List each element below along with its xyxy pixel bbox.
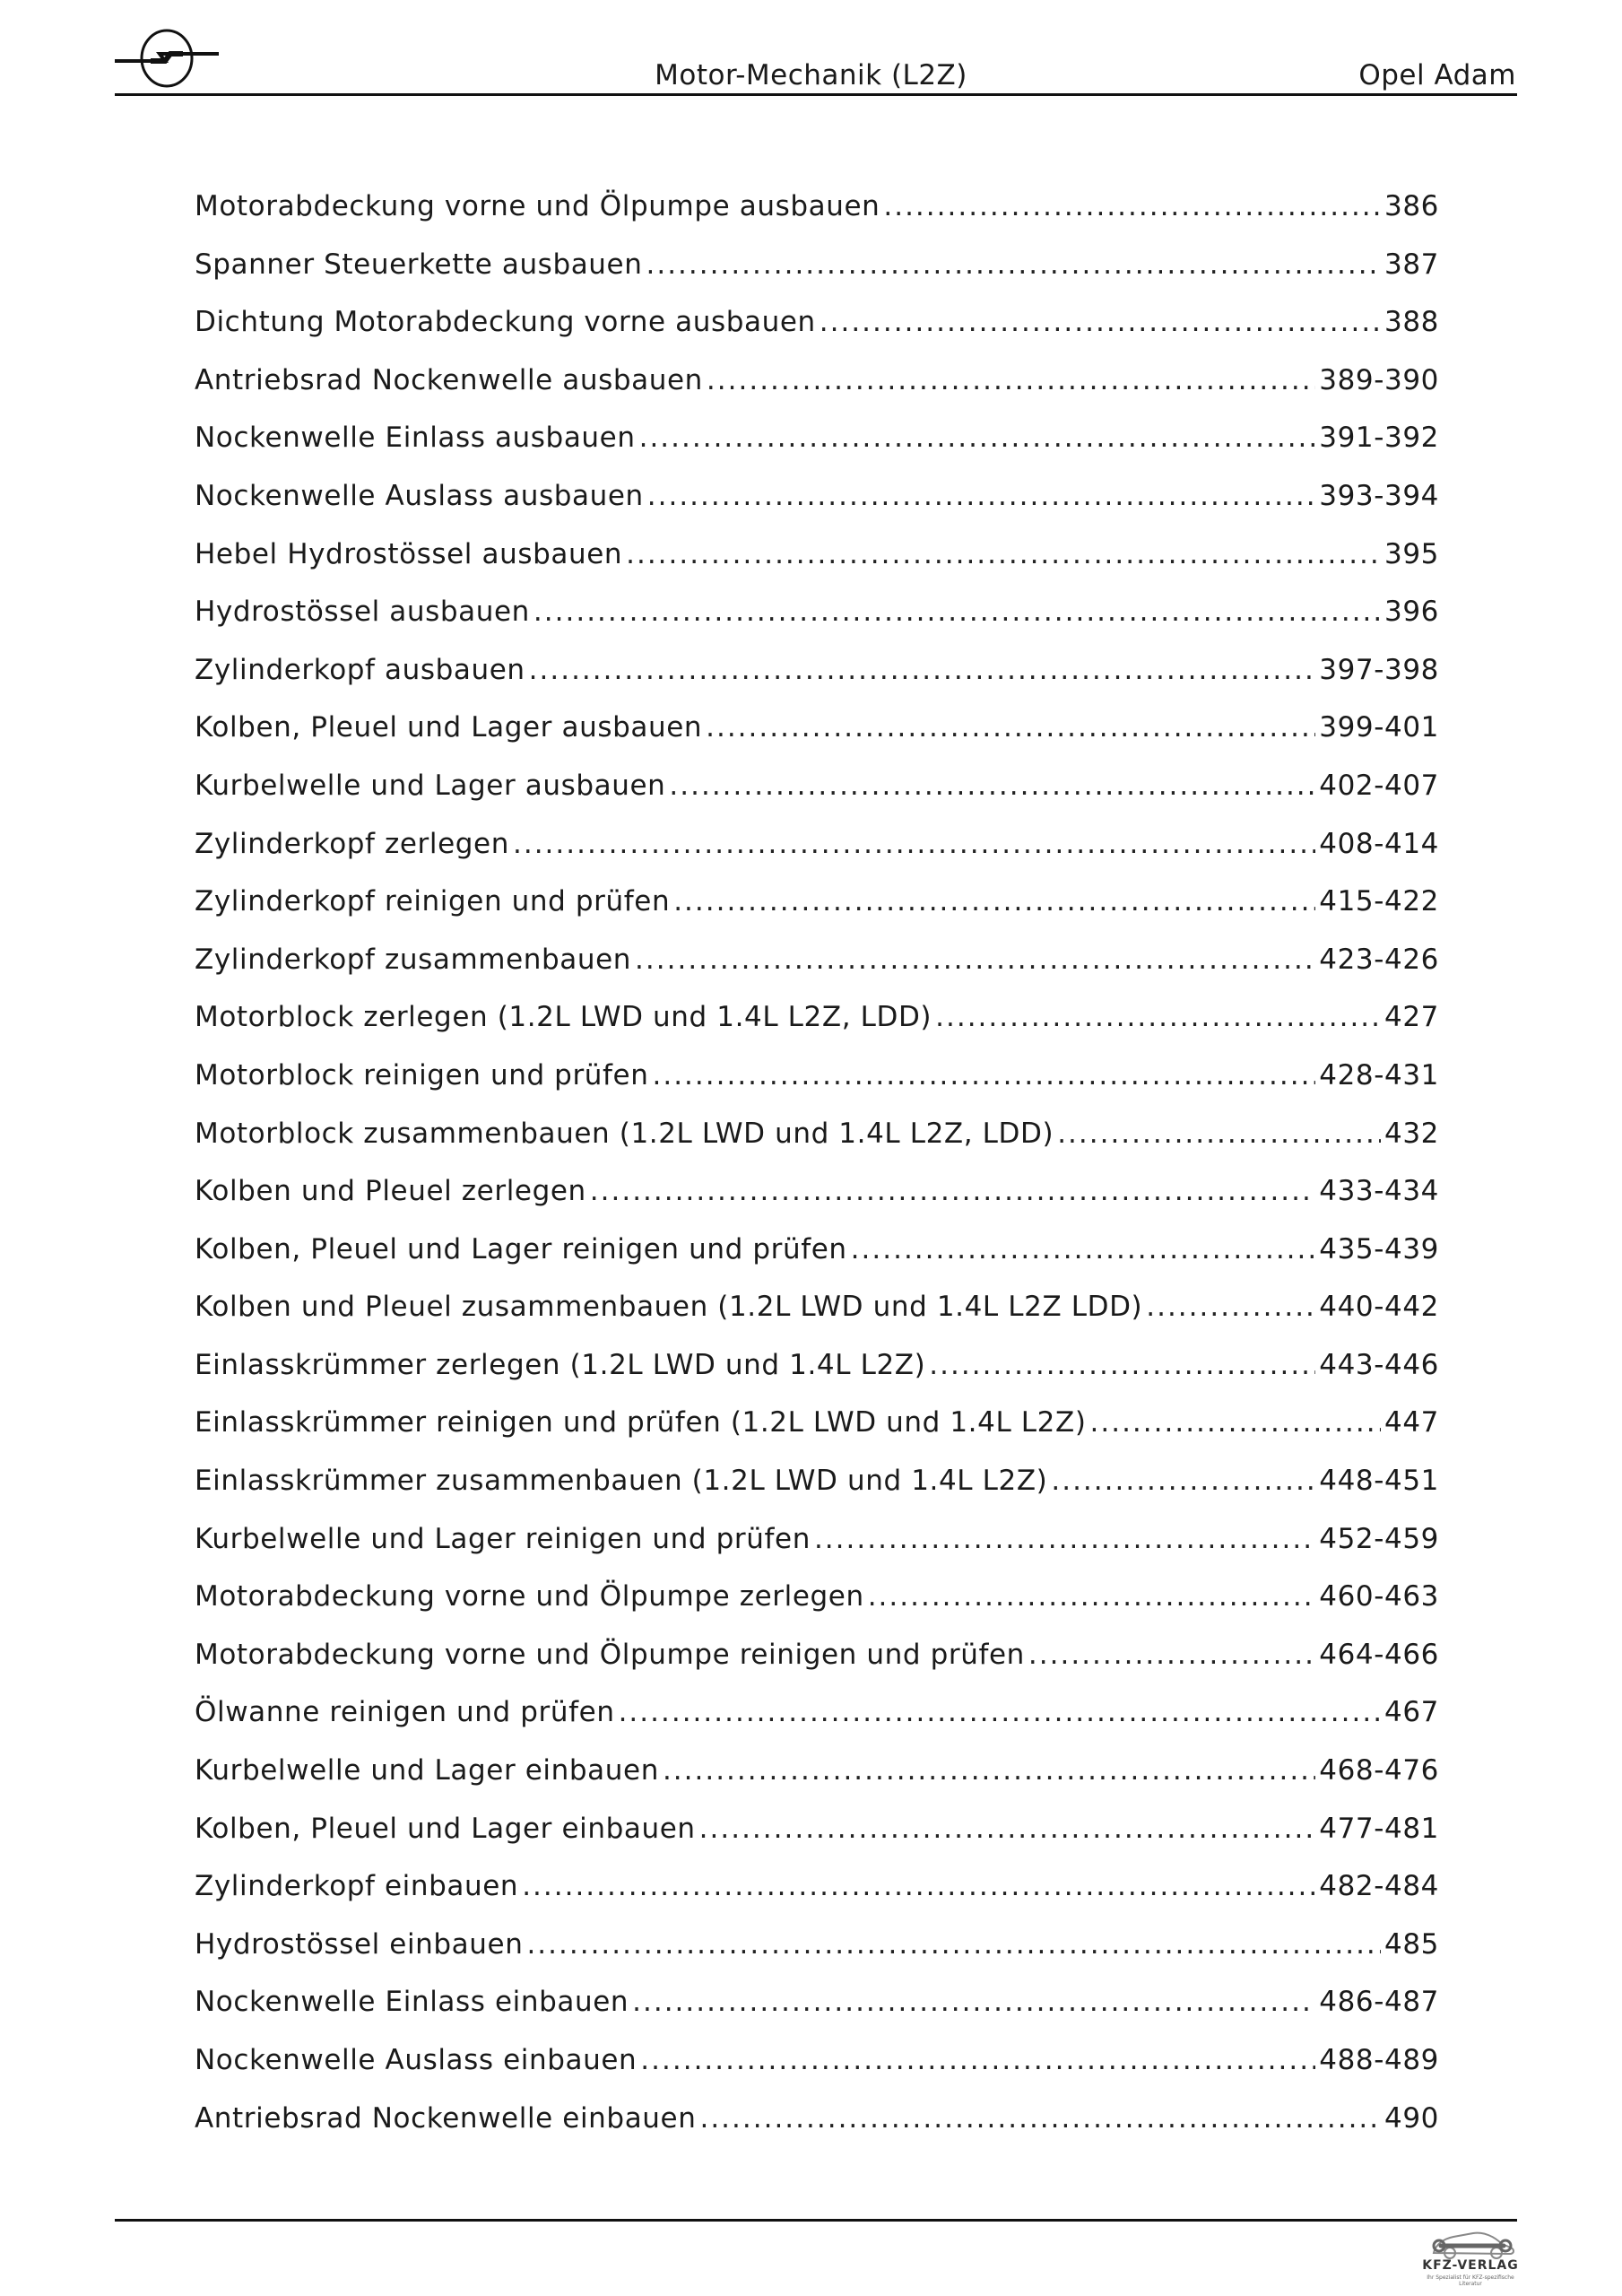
toc-entry-page: 396 <box>1384 596 1439 629</box>
toc-entry[interactable] <box>195 1175 1439 1233</box>
toc-dot-leader <box>663 1754 1315 1787</box>
toc-entry-title: Nockenwelle Einlass einbauen <box>195 1986 629 2019</box>
toc-dot-leader <box>814 1523 1315 1555</box>
toc-dot-leader <box>673 885 1315 918</box>
toc-dot-leader <box>883 190 1381 222</box>
toc-entry-page: 388 <box>1384 306 1439 339</box>
toc-entry-title: Hydrostössel einbauen <box>195 1927 524 1961</box>
toc-dot-leader <box>1146 1291 1315 1323</box>
toc-entry-page: 467 <box>1384 1696 1439 1729</box>
toc-entry-title: Nockenwelle Einlass ausbauen <box>195 422 636 455</box>
toc-dot-leader <box>522 1870 1315 1902</box>
toc-entry-title: Dichtung Motorabdeckung vorne ausbauen <box>195 306 816 339</box>
toc-entry-title: Nockenwelle Auslass ausbauen <box>195 479 644 512</box>
toc-dot-leader <box>533 596 1381 628</box>
toc-entry-title: Einlasskrümmer zerlegen (1.2L LWD und 1.4L L2Z) <box>195 1348 926 1381</box>
toc-entry-page: 402-407 <box>1319 769 1439 802</box>
toc-entry[interactable] <box>195 480 1439 538</box>
toc-dot-leader <box>640 2044 1315 2076</box>
toc-dot-leader <box>626 538 1381 570</box>
toc-entry[interactable] <box>195 1233 1439 1292</box>
toc-entry-page: 486-487 <box>1319 1986 1439 2019</box>
toc-entry-page: 415-422 <box>1319 885 1439 918</box>
toc-entry[interactable] <box>195 2102 1439 2161</box>
toc-entry-page: 423-426 <box>1319 943 1439 976</box>
toc-dot-leader <box>639 422 1316 454</box>
toc-entry-title: Motorabdeckung vorne und Ölpumpe reinigen und prüfen <box>195 1638 1025 1671</box>
toc-entry[interactable] <box>195 1639 1439 1697</box>
toc-entry[interactable] <box>195 1696 1439 1754</box>
toc-entry-page: 447 <box>1384 1406 1439 1439</box>
toc-entry-title: Kolben und Pleuel zerlegen <box>195 1175 586 1208</box>
toc-entry[interactable] <box>195 306 1439 364</box>
toc-entry-page: 393-394 <box>1319 479 1439 512</box>
toc-entry-page: 452-459 <box>1319 1522 1439 1555</box>
header-rule <box>115 93 1517 96</box>
toc-entry-page: 387 <box>1384 248 1439 281</box>
toc-entry[interactable] <box>195 1349 1439 1407</box>
toc-entry[interactable] <box>195 1928 1439 1987</box>
toc-dot-leader <box>513 828 1315 860</box>
toc-dot-leader <box>1028 1639 1315 1671</box>
toc-entry-page: 427 <box>1384 1001 1439 1034</box>
toc-entry-title: Motorabdeckung vorne und Ölpumpe ausbauen <box>195 190 880 222</box>
toc-entry-page: 477-481 <box>1319 1812 1439 1845</box>
toc-entry-page: 488-489 <box>1319 2044 1439 2076</box>
car-wrench-logo-icon <box>1418 2222 1523 2262</box>
toc-entry[interactable] <box>195 190 1439 248</box>
toc-dot-leader <box>652 1059 1315 1091</box>
toc-entry-page: 460-463 <box>1319 1580 1439 1613</box>
toc-entry-title: Kurbelwelle und Lager reinigen und prüfen <box>195 1522 811 1555</box>
toc-entry-title: Einlasskrümmer reinigen und prüfen (1.2L LWD und 1.4L L2Z) <box>195 1406 1087 1439</box>
toc-dot-leader <box>590 1175 1315 1207</box>
toc-entry[interactable] <box>195 596 1439 654</box>
toc-dot-leader <box>929 1349 1315 1381</box>
toc-entry[interactable] <box>195 1465 1439 1523</box>
toc-dot-leader <box>646 248 1381 281</box>
toc-entry-title: Antriebsrad Nockenwelle einbauen <box>195 2101 697 2135</box>
footer-rule <box>115 2219 1517 2222</box>
toc-entry[interactable] <box>195 1001 1439 1059</box>
toc-entry-page: 435-439 <box>1319 1232 1439 1265</box>
toc-entry[interactable] <box>195 1870 1439 1928</box>
toc-entry-title: Zylinderkopf zusammenbauen <box>195 943 632 976</box>
toc-entry-page: 464-466 <box>1319 1638 1439 1671</box>
table-of-contents <box>195 190 1439 2160</box>
toc-entry[interactable] <box>195 1754 1439 1813</box>
toc-dot-leader <box>669 770 1315 802</box>
toc-entry[interactable] <box>195 1118 1439 1176</box>
toc-entry-title: Kurbelwelle und Lager ausbauen <box>195 769 666 802</box>
toc-dot-leader <box>1057 1118 1381 1150</box>
toc-entry[interactable] <box>195 654 1439 712</box>
toc-entry[interactable] <box>195 2044 1439 2102</box>
toc-dot-leader <box>820 306 1381 338</box>
toc-entry-title: Hebel Hydrostössel ausbauen <box>195 537 623 570</box>
toc-entry-title: Kolben, Pleuel und Lager ausbauen <box>195 711 703 744</box>
toc-entry-title: Hydrostössel ausbauen <box>195 596 530 629</box>
footer-logo-subtext: Ihr Spezialist für KFZ-spezifische Literatur <box>1427 2274 1514 2287</box>
toc-dot-leader <box>635 944 1315 976</box>
toc-entry-title: Motorblock zerlegen (1.2L LWD und 1.4L L2Z, LDD) <box>195 1001 932 1034</box>
toc-entry-page: 490 <box>1384 2101 1439 2135</box>
toc-dot-leader <box>707 364 1315 396</box>
toc-entry-page: 485 <box>1384 1927 1439 1961</box>
toc-entry[interactable] <box>195 1580 1439 1639</box>
toc-entry-page: 389-390 <box>1319 363 1439 396</box>
toc-dot-leader <box>526 1928 1381 1961</box>
toc-dot-leader <box>706 711 1315 744</box>
toc-entry[interactable] <box>195 711 1439 770</box>
toc-entry-title: Zylinderkopf reinigen und prüfen <box>195 885 671 918</box>
toc-entry-page: 440-442 <box>1319 1291 1439 1324</box>
toc-entry-title: Motorabdeckung vorne und Ölpumpe zerlegen <box>195 1580 864 1613</box>
toc-dot-leader <box>1051 1465 1315 1497</box>
header-title: Motor-Mechanik (L2Z) <box>655 59 967 91</box>
toc-entry-title: Nockenwelle Auslass einbauen <box>195 2044 638 2076</box>
toc-entry-title: Motorblock reinigen und prüfen <box>195 1058 649 1091</box>
toc-entry-page: 391-392 <box>1319 422 1439 455</box>
toc-entry[interactable] <box>195 885 1439 944</box>
toc-entry[interactable] <box>195 538 1439 596</box>
toc-entry[interactable] <box>195 944 1439 1002</box>
toc-entry-page: 386 <box>1384 190 1439 222</box>
toc-entry-page: 433-434 <box>1319 1175 1439 1208</box>
toc-dot-leader <box>699 2102 1381 2135</box>
toc-entry-page: 428-431 <box>1319 1058 1439 1091</box>
toc-dot-leader <box>935 1001 1381 1033</box>
toc-dot-leader <box>699 1813 1316 1845</box>
toc-entry-title: Ölwanne reinigen und prüfen <box>195 1696 615 1729</box>
toc-entry-title: Motorblock zusammenbauen (1.2L LWD und 1.4L L2Z, LDD) <box>195 1117 1054 1150</box>
toc-dot-leader <box>619 1696 1381 1728</box>
toc-entry-title: Kurbelwelle und Lager einbauen <box>195 1754 659 1787</box>
toc-entry-page: 397-398 <box>1319 653 1439 686</box>
toc-entry[interactable] <box>195 248 1439 307</box>
toc-entry-page: 399-401 <box>1319 711 1439 744</box>
toc-entry[interactable] <box>195 1523 1439 1581</box>
toc-entry-page: 395 <box>1384 537 1439 570</box>
toc-entry[interactable] <box>195 828 1439 886</box>
toc-entry[interactable] <box>195 1406 1439 1465</box>
toc-entry-page: 448-451 <box>1319 1465 1439 1498</box>
toc-entry-title: Antriebsrad Nockenwelle ausbauen <box>195 363 703 396</box>
toc-dot-leader <box>647 480 1316 512</box>
toc-entry[interactable] <box>195 770 1439 828</box>
kfz-verlag-logo <box>1418 2222 1523 2287</box>
toc-entry-page: 432 <box>1384 1117 1439 1150</box>
toc-entry[interactable] <box>195 1059 1439 1118</box>
toc-entry-page: 468-476 <box>1319 1754 1439 1787</box>
toc-dot-leader <box>1090 1406 1382 1439</box>
footer-logo-text: KFZ-VERLAG <box>1422 2258 1519 2273</box>
toc-entry-page: 482-484 <box>1319 1870 1439 1903</box>
toc-entry[interactable] <box>195 1813 1439 1871</box>
toc-entry[interactable] <box>195 1291 1439 1349</box>
toc-dot-leader <box>851 1233 1316 1265</box>
toc-entry-page: 443-446 <box>1319 1348 1439 1381</box>
toc-entry-title: Kolben, Pleuel und Lager einbauen <box>195 1812 696 1845</box>
toc-dot-leader <box>529 654 1316 686</box>
toc-dot-leader <box>632 1986 1315 2018</box>
toc-entry[interactable] <box>195 422 1439 480</box>
toc-entry-title: Zylinderkopf zerlegen <box>195 827 509 860</box>
toc-entry-page: 408-414 <box>1319 827 1439 860</box>
toc-entry[interactable] <box>195 364 1439 422</box>
toc-entry-title: Kolben und Pleuel zusammenbauen (1.2L LWD und 1.4L L2Z LDD) <box>195 1291 1143 1324</box>
toc-entry[interactable] <box>195 1986 1439 2044</box>
toc-dot-leader <box>868 1580 1316 1613</box>
toc-entry-title: Zylinderkopf einbauen <box>195 1870 519 1903</box>
toc-entry-title: Einlasskrümmer zusammenbauen (1.2L LWD und 1.4L L2Z) <box>195 1465 1048 1498</box>
toc-entry-title: Spanner Steuerkette ausbauen <box>195 248 643 281</box>
header-brand: Opel Adam <box>1358 59 1516 91</box>
toc-entry-title: Kolben, Pleuel und Lager reinigen und prüfen <box>195 1232 847 1265</box>
toc-entry-title: Zylinderkopf ausbauen <box>195 653 525 686</box>
